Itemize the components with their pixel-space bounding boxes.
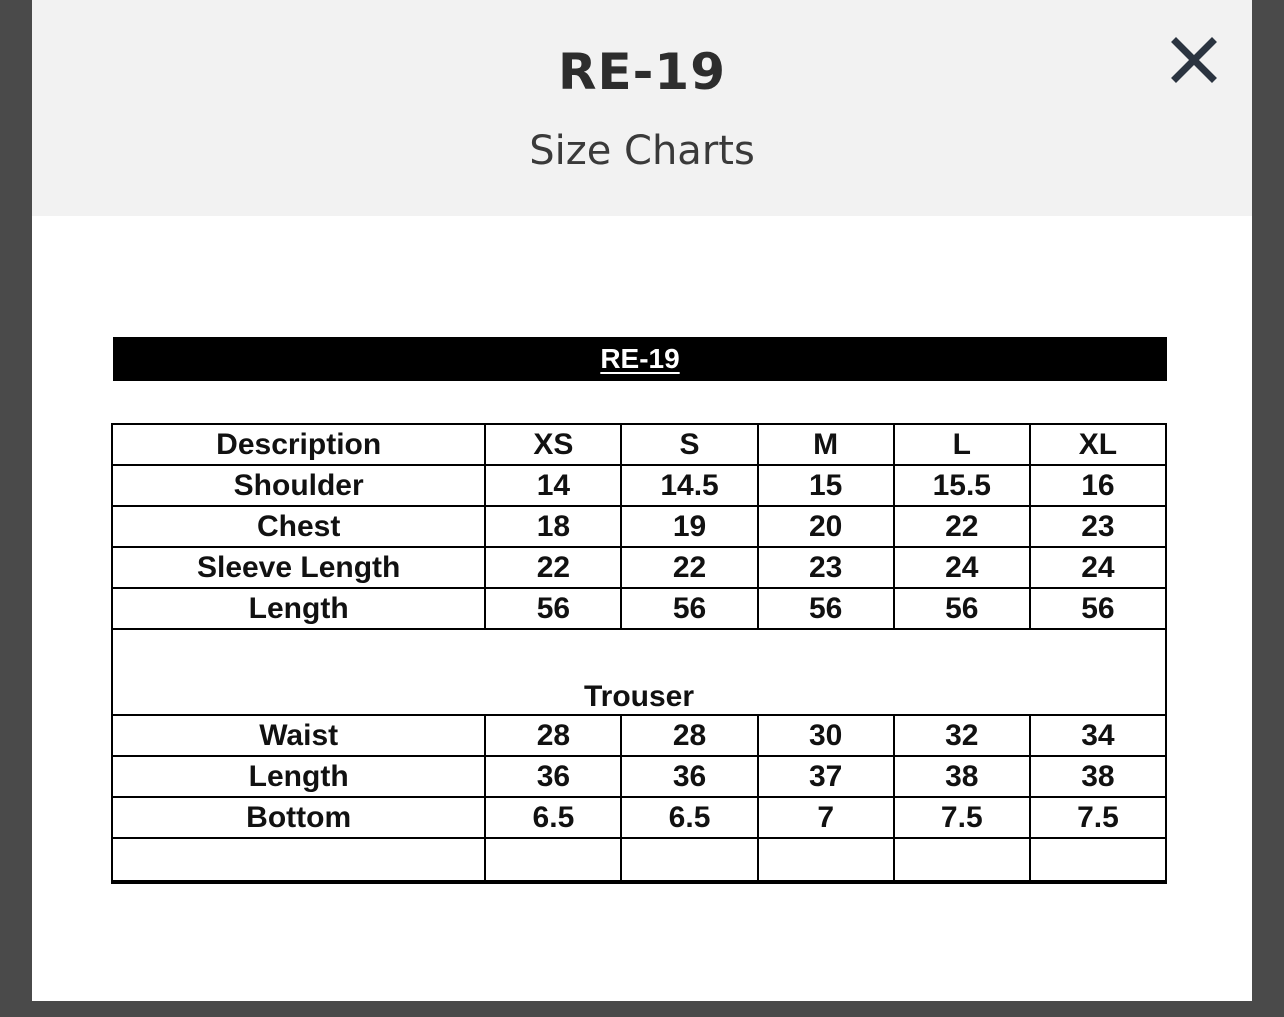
size-chart-table xyxy=(111,423,1167,884)
table-cell: 14.5 xyxy=(621,465,757,506)
table-cell: 7.5 xyxy=(1030,797,1166,838)
modal-title: RE-19 xyxy=(558,43,726,101)
table-row xyxy=(112,756,1166,797)
table-cell: 15.5 xyxy=(894,465,1030,506)
header-cell: XL xyxy=(1030,424,1166,465)
modal-header xyxy=(32,0,1252,216)
table-cell: 56 xyxy=(1030,588,1166,629)
table-cell: 38 xyxy=(1030,756,1166,797)
table-cell: 28 xyxy=(621,715,757,756)
empty-cell xyxy=(112,838,485,882)
table-row xyxy=(112,715,1166,756)
empty-cell xyxy=(758,838,894,882)
table-cell: 15 xyxy=(758,465,894,506)
table-cell: 56 xyxy=(485,588,621,629)
table-cell: 56 xyxy=(894,588,1030,629)
table-cell: 20 xyxy=(758,506,894,547)
row-label: Length xyxy=(112,588,485,629)
table-row xyxy=(112,506,1166,547)
modal-subtitle: Size Charts xyxy=(529,128,755,174)
table-cell: 14 xyxy=(485,465,621,506)
table-header-row xyxy=(112,424,1166,465)
table-row xyxy=(112,588,1166,629)
empty-cell xyxy=(1030,838,1166,882)
empty-cell xyxy=(621,838,757,882)
table-cell: 37 xyxy=(758,756,894,797)
close-button[interactable] xyxy=(1170,36,1218,84)
row-label: Shoulder xyxy=(112,465,485,506)
row-label: Chest xyxy=(112,506,485,547)
chart-banner-title: RE-19 xyxy=(600,343,680,374)
header-cell: XS xyxy=(485,424,621,465)
table-cell: 34 xyxy=(1030,715,1166,756)
table-cell: 7.5 xyxy=(894,797,1030,838)
table-cell: 16 xyxy=(1030,465,1166,506)
table-cell: 18 xyxy=(485,506,621,547)
table-cell: 32 xyxy=(894,715,1030,756)
table-cell: 23 xyxy=(758,547,894,588)
table-cell: 30 xyxy=(758,715,894,756)
header-cell: M xyxy=(758,424,894,465)
table-cell: 6.5 xyxy=(621,797,757,838)
table-cell: 56 xyxy=(758,588,894,629)
table-cell: 19 xyxy=(621,506,757,547)
table-cell: 23 xyxy=(1030,506,1166,547)
row-label: Length xyxy=(112,756,485,797)
table-cell: 36 xyxy=(485,756,621,797)
section-title: Trouser xyxy=(112,629,1166,715)
empty-cell xyxy=(894,838,1030,882)
table-row xyxy=(112,547,1166,588)
table-cell: 36 xyxy=(621,756,757,797)
row-label: Bottom xyxy=(112,797,485,838)
table-cell: 22 xyxy=(485,547,621,588)
table-cell: 22 xyxy=(894,506,1030,547)
chart-banner xyxy=(113,337,1167,381)
header-cell: S xyxy=(621,424,757,465)
table-cell: 22 xyxy=(621,547,757,588)
table-row xyxy=(112,797,1166,838)
size-chart-modal xyxy=(32,0,1252,1001)
header-cell: L xyxy=(894,424,1030,465)
empty-table-row xyxy=(112,838,1166,882)
row-label: Sleeve Length xyxy=(112,547,485,588)
table-cell: 6.5 xyxy=(485,797,621,838)
close-icon xyxy=(1170,36,1218,84)
header-cell: Description xyxy=(112,424,485,465)
empty-cell xyxy=(485,838,621,882)
table-cell: 24 xyxy=(1030,547,1166,588)
row-label: Waist xyxy=(112,715,485,756)
table-cell: 24 xyxy=(894,547,1030,588)
table-cell: 38 xyxy=(894,756,1030,797)
table-row xyxy=(112,465,1166,506)
table-cell: 7 xyxy=(758,797,894,838)
section-row xyxy=(112,629,1166,715)
table-cell: 56 xyxy=(621,588,757,629)
table-cell: 28 xyxy=(485,715,621,756)
